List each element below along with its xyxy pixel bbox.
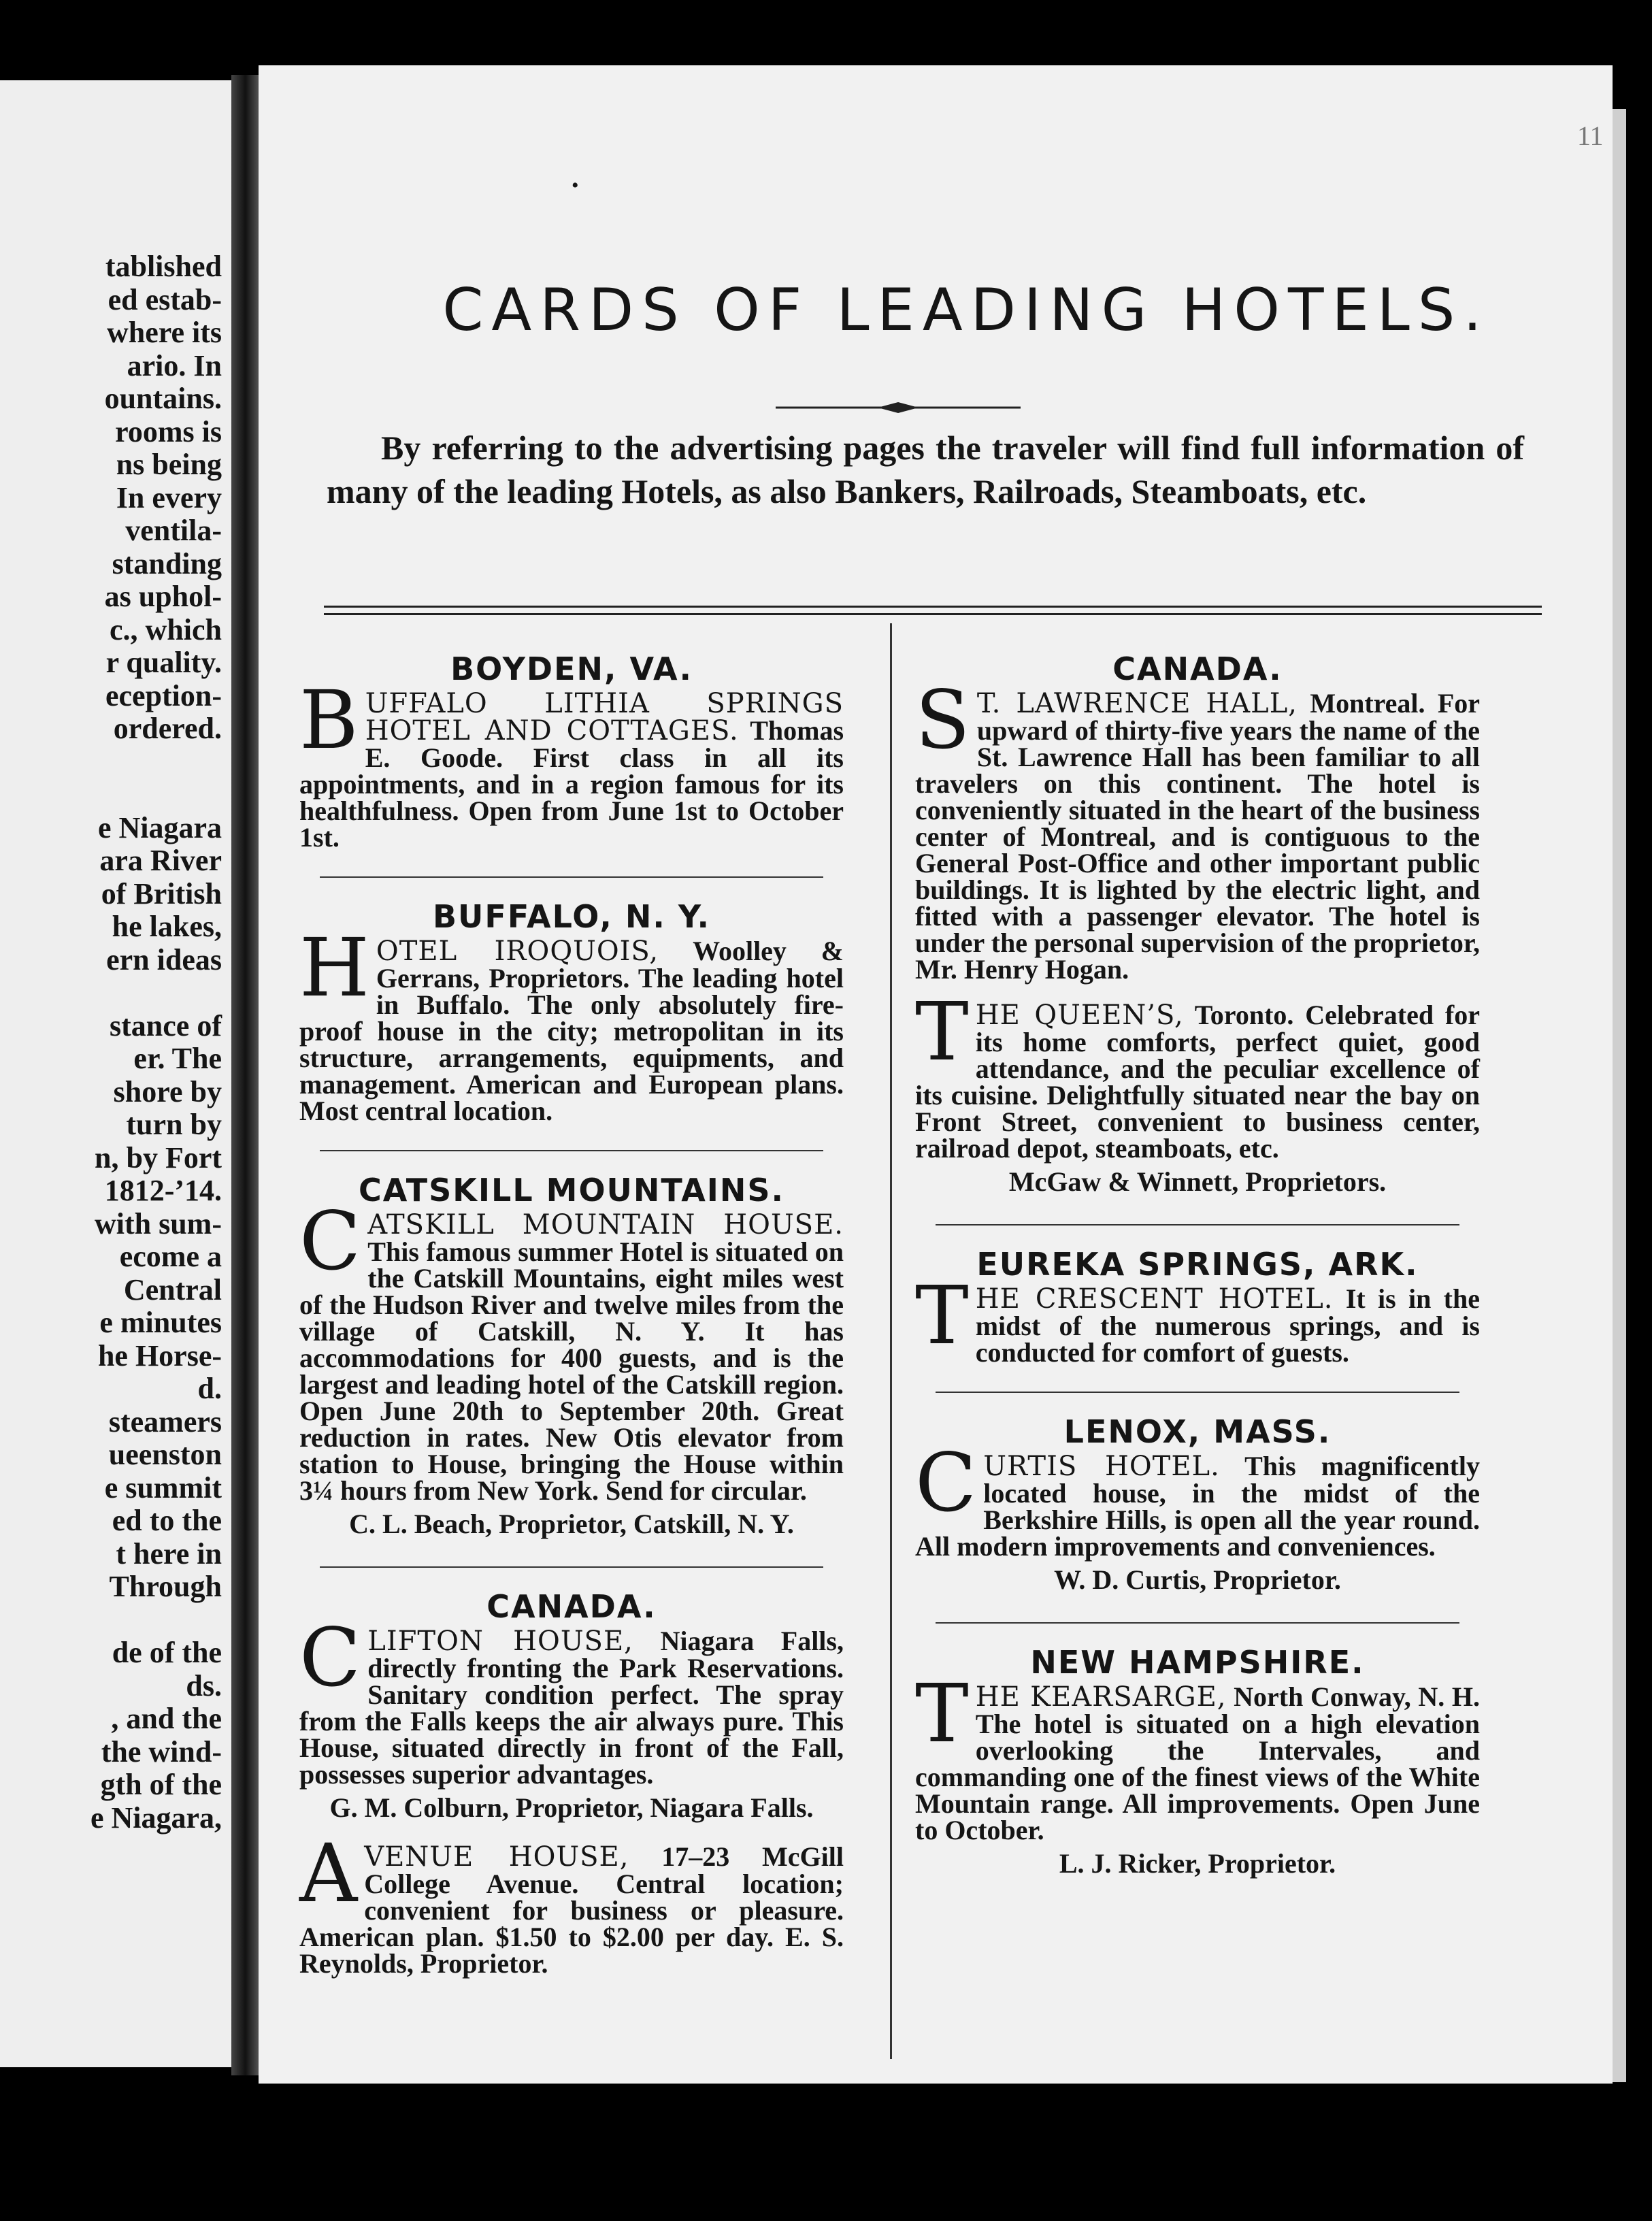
left-page-line: ara River (99, 844, 222, 877)
region-heading: EUREKA SPRINGS, ARK. (976, 1246, 1419, 1283)
left-page-line: he lakes, (112, 910, 222, 943)
hotel-section (299, 651, 844, 851)
left-page-line: 1812-’14. (104, 1174, 222, 1207)
hotel-description: Toronto. Celebrated for its home comforts, perfect quiet, good attendance, and the peculiar excellence of its cuisine. Delightfully situated near the bay on Front Street, convenient to business center, railroad depot, steamboats, etc. (915, 1000, 1480, 1164)
hotel-description: Montreal. For upward of thirty-five years the name of the St. Lawrence Hall has been familiar to all travelers on this continent. The hotel is conveniently situated in the heart of the business center of Montreal, and is contiguous to the General Post-Office and other important public buildings. It is lighted by the electric light, and fitted with a passenger elevator. The hotel is under the personal supervision of the proprietor, Mr. Henry Hogan. (915, 688, 1480, 985)
hotel-name: LIFTON HOUSE, (367, 1626, 633, 1657)
left-page-line: as uphol- (104, 580, 222, 613)
left-page-line: steamers (108, 1404, 222, 1438)
hotel-section (299, 1172, 844, 1541)
drop-cap: C (299, 1194, 361, 1288)
hotel-description: It is in the midst of the numerous springs, and is conducted for comfort of guests. (975, 1283, 1480, 1368)
region-heading: NEW HAMPSHIRE. (1030, 1644, 1365, 1681)
left-page-line (0, 976, 222, 1010)
hotel-entry (299, 1611, 844, 1790)
hotel-entry (915, 1666, 1480, 1845)
drop-cap: S (915, 673, 970, 767)
left-column (299, 651, 844, 1977)
left-page-line: standing (112, 546, 222, 580)
hotel-section (299, 1588, 844, 1977)
drop-cap: T (915, 1268, 969, 1362)
hotel-description: 17–23 McGill College Avenue. Central location; convenient for business or pleasure. American plan. $1.50 to $2.00 per day. E. S. Reynolds, Proprietor. (299, 1841, 844, 1979)
left-page-line: with sum- (94, 1206, 222, 1240)
left-page-line (0, 1604, 222, 1637)
hotel-description: North Conway, N. H. The hotel is situated on a high elevation overlooking the Intervales, and commanding one of the finest views of the White Mountain range. All improvements. Open June to October. (915, 1681, 1480, 1845)
section-divider (320, 876, 823, 878)
intro-paragraph: By referring to the advertising pages the traveler will find full information of many of the leading Hotels, as also Bankers, Railroads, Steamboats, etc. (327, 429, 1524, 510)
region-heading: LENOX, MASS. (1063, 1413, 1332, 1450)
print-dot: • (572, 174, 579, 197)
hotel-entry (299, 921, 844, 1126)
header-rule (324, 606, 1542, 615)
left-page-line: rooms is (115, 414, 222, 448)
drop-cap: A (299, 1826, 358, 1920)
left-page-line: ed estab- (108, 282, 222, 316)
left-page-line: ueenston (108, 1438, 222, 1471)
region-heading: BOYDEN, VA. (450, 651, 693, 687)
left-page-line: he Horse- (97, 1338, 222, 1372)
hotel-entry (299, 1826, 844, 1979)
left-page-line: , and the (111, 1702, 222, 1735)
region-heading: CATSKILL MOUNTAINS. (358, 1172, 785, 1208)
left-page-line: d. (197, 1372, 222, 1405)
left-page-line: n, by Fort (95, 1140, 222, 1174)
left-page-line: e Niagara, (90, 1800, 222, 1835)
hotel-name: HE QUEEN’S, (975, 1000, 1184, 1031)
left-page-line: of British (101, 876, 222, 910)
proprietor-line: C. L. Beach, Proprietor, Catskill, N. Y. (349, 1509, 794, 1539)
drop-cap: T (915, 985, 969, 1079)
page-title: CARDS OF LEADING HOTELS. (442, 276, 1490, 344)
left-page-line: tablished (105, 250, 222, 283)
hotel-name: HE CRESCENT HOTEL. (975, 1283, 1334, 1315)
left-page-line: the wind- (101, 1734, 222, 1768)
ornament-divider (776, 397, 1021, 418)
hotel-section (915, 1644, 1480, 1880)
section-divider (936, 1622, 1459, 1624)
left-page-line: ecome a (119, 1240, 222, 1273)
left-page-line: ds. (186, 1668, 222, 1702)
left-page-line: t here in (116, 1536, 222, 1570)
left-page-line: ordered. (113, 712, 222, 745)
region-heading: BUFFALO, N. Y. (433, 898, 710, 935)
left-page-line: stance of (110, 1008, 222, 1042)
hotel-entry (915, 1436, 1480, 1562)
corner-mark: 11 (1577, 120, 1604, 151)
left-page-line: shore by (113, 1074, 222, 1108)
hotel-name: ATSKILL MOUNTAIN HOUSE. (367, 1209, 844, 1240)
region-heading: CANADA. (486, 1588, 657, 1625)
hotel-section (915, 1246, 1480, 1366)
left-page-line: Through (109, 1570, 222, 1603)
proprietor-line: W. D. Curtis, Proprietor. (1054, 1564, 1341, 1595)
region-heading: CANADA. (1112, 651, 1283, 687)
left-page-text (0, 250, 222, 1835)
hotel-section (915, 651, 1480, 1198)
right-column (915, 651, 1480, 1880)
hotel-name: VENUE HOUSE, (364, 1841, 629, 1873)
hotel-description: Woolley & Gerrans, Proprietors. The leading hotel in Buffalo. The only absolutely fire-proof house in the city; metropolitan in its structure, arrangements, equipments, and management. American and European plans. Most central location. (299, 936, 844, 1126)
left-page-line (0, 778, 222, 812)
drop-cap: B (299, 673, 359, 767)
left-page-line: e Niagara (97, 810, 222, 844)
left-page-line: c., which (110, 612, 222, 646)
proprietor-line: L. J. Ricker, Proprietor. (1059, 1848, 1336, 1879)
hotel-description: This magnificently located house, in the midst of the Berkshire Hills, is open all the year round. All modern improvements and conveniences. (915, 1451, 1480, 1562)
hotel-description: This famous summer Hotel is situated on the Catskill Mountains, eight miles west of the Hudson River and twelve miles from the village of Catskill, N. Y. It has accommodations for 400 guests, and is the largest and leading hotel of the Catskill region. Open June 20th to September 20th. Great reduction in rates. New Otis elevator from station to House, bringing the House within 3¼ hours from New York. Send for circular. (299, 1236, 844, 1506)
column-divider (890, 623, 892, 2059)
left-page-line: ventila- (125, 514, 222, 547)
section-divider (936, 1224, 1459, 1225)
hotel-name: UFFALO LITHIA SPRINGS HOTEL AND COTTAGES. (365, 688, 844, 746)
left-page-line: ern ideas (106, 942, 222, 976)
drop-cap: C (915, 1436, 977, 1530)
hotel-entry (299, 673, 844, 853)
proprietor-line: G. M. Colburn, Proprietor, Niagara Falls. (329, 1792, 814, 1823)
left-page-line: de of the (112, 1636, 222, 1669)
hotel-name: OTEL IROQUOIS, (376, 936, 659, 967)
left-page-line: e minutes (99, 1306, 222, 1339)
spacer (299, 1824, 844, 1843)
hotel-description: Niagara Falls, directly fronting the Park Reservations. Sanitary condition perfect. The spray from the Falls keeps the air always pure. This House, situated directly in front of the Fall, possesses superior advantages. (299, 1626, 844, 1790)
left-page-line: gth of the (100, 1768, 222, 1801)
left-page-line: e summit (104, 1470, 222, 1504)
left-page-line: eception- (105, 678, 222, 712)
hotel-entry (299, 1194, 844, 1506)
drop-cap: H (299, 921, 369, 1015)
left-page-line: ountains. (104, 382, 222, 415)
hotel-entry (915, 985, 1480, 1164)
hotel-name: HE KEARSARGE, (975, 1681, 1227, 1713)
hotel-description: Thomas E. Goode. First class in all its appointments, and in a region famous for its healthfulness. Open from June 1st to October 1st. (299, 715, 844, 853)
hotel-entry (915, 673, 1480, 985)
spacer (915, 983, 1480, 1002)
drop-cap: T (915, 1666, 969, 1760)
proprietor-line: McGaw & Winnett, Proprietors. (1008, 1166, 1387, 1197)
left-page-line: Central (123, 1272, 222, 1306)
hotel-section (299, 898, 844, 1124)
hotel-name: URTIS HOTEL. (983, 1451, 1220, 1482)
section-divider (320, 1566, 823, 1568)
left-page-line: where its (106, 316, 222, 349)
hotel-entry (915, 1268, 1480, 1368)
left-page-fragment (0, 80, 231, 2067)
left-page-line: turn by (126, 1108, 222, 1141)
left-page-line: In every (116, 480, 222, 514)
hotel-section (915, 1413, 1480, 1596)
section-divider (936, 1392, 1459, 1393)
hotel-name: T. LAWRENCE HALL, (976, 688, 1298, 719)
left-page-line: ns being (116, 448, 222, 481)
left-page-line (0, 746, 222, 779)
left-page-line: ed to the (112, 1504, 222, 1537)
section-divider (320, 1150, 823, 1151)
left-page-line: er. The (133, 1042, 222, 1075)
drop-cap: C (299, 1611, 361, 1705)
left-page-line: r quality. (105, 646, 222, 679)
left-page-line: ario. In (127, 348, 222, 382)
right-page (259, 65, 1613, 2084)
